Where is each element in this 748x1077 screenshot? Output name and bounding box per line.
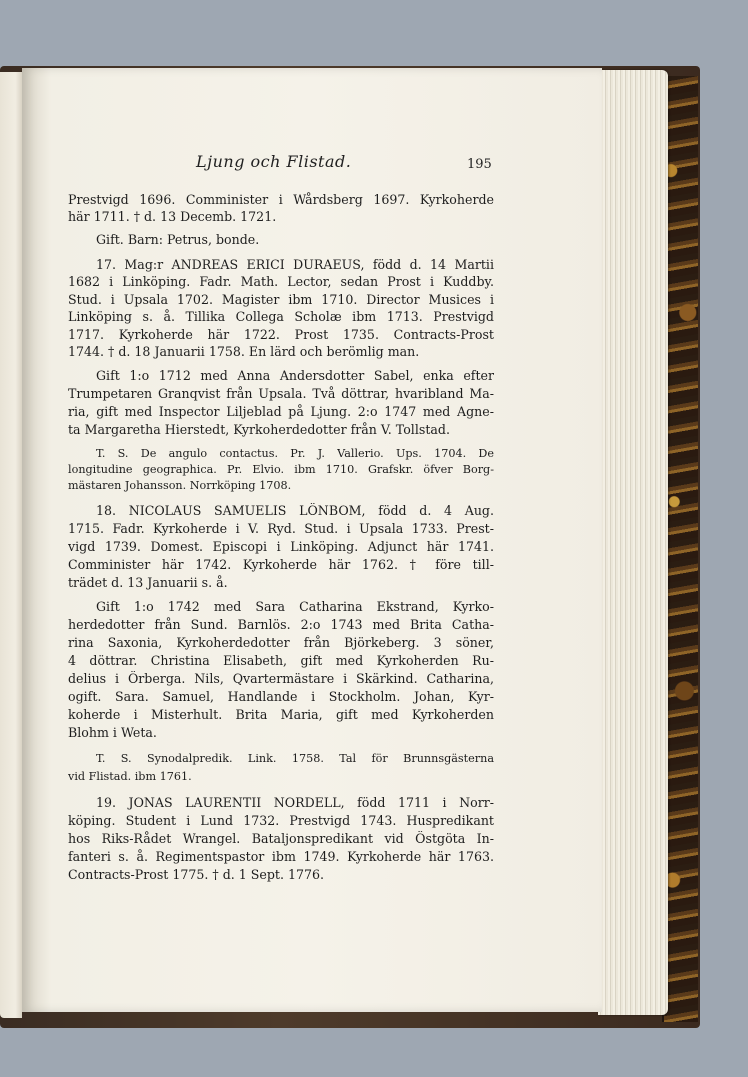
- text-line: herdedotter från Sund. Barnlös. 2:o 1743 med Brita Catha-: [68, 617, 494, 632]
- text-line: 18. NICOLAUS SAMUELIS LÖNBOM, född d. 4 Aug.: [96, 503, 494, 518]
- text-line: mästaren Johansson. Norrköping 1708.: [68, 479, 292, 492]
- text-line: här 1711. † d. 13 Decemb. 1721.: [68, 209, 277, 224]
- text-line: Gift 1:o 1712 med Anna Andersdotter Sabel, enka efter: [96, 368, 494, 383]
- text-line: 1715. Fadr. Kyrkoherde i V. Ryd. Stud. i Upsala 1733. Prest-: [68, 521, 494, 536]
- page-number: 195: [467, 157, 492, 172]
- text-line: 4 döttrar. Christina Elisabeth, gift med Kyrkoherden Ru-: [68, 653, 494, 668]
- text-line: longitudine geographica. Pr. Elvio. ibm 1710. Grafskr. öfver Borg-: [68, 463, 494, 476]
- text-line: Blohm i Weta.: [68, 725, 157, 740]
- text-line: rina Saxonia, Kyrkoherdedotter från Björkeberg. 3 söner,: [68, 635, 494, 650]
- text-line: 1744. † d. 18 Januarii 1758. En lärd och berömlig man.: [68, 344, 420, 359]
- text-line: Trumpetaren Granqvist från Upsala. Två döttrar, hvaribland Ma-: [68, 386, 494, 401]
- text-line: vigd 1739. Domest. Episcopi i Linköping. Adjunct här 1741.: [68, 539, 494, 554]
- left-page-sliver: [0, 72, 22, 1018]
- text-line: 17. Mag:r ANDREAS ERICI DURAEUS, född d. 14 Martii: [96, 257, 494, 272]
- text-line: Comminister här 1742. Kyrkoherde här 1762. † före till-: [68, 557, 494, 572]
- text-line: Prestvigd 1696. Comminister i Wårdsberg 1697. Kyrkoherde: [68, 192, 494, 207]
- text-line: vid Flistad. ibm 1761.: [68, 770, 192, 783]
- text-line: Gift. Barn: Petrus, bonde.: [96, 232, 260, 247]
- text-line: 19. JONAS LAURENTII NORDELL, född 1711 i Norr-: [96, 795, 494, 810]
- running-head: Ljung och Flistad.: [196, 152, 352, 171]
- text-line: ta Margaretha Hierstedt, Kyrkoherdedotter från V. Tollstad.: [68, 422, 450, 437]
- text-line: T. S. Synodalpredik. Link. 1758. Tal för Brunnsgästerna: [96, 752, 494, 765]
- text-line: Linköping s. å. Tillika Collega Scholæ ibm 1713. Prestvigd: [68, 309, 494, 324]
- text-line: delius i Örberga. Nils, Qvartermästare i Skärkind. Catharina,: [68, 671, 494, 686]
- text-line: 1682 i Linköping. Fadr. Math. Lector, sedan Prost i Kuddby.: [68, 274, 494, 289]
- text-line: fanteri s. å. Regimentspastor ibm 1749. Kyrkoherde här 1763.: [68, 849, 494, 864]
- text-line: trädet d. 13 Januarii s. å.: [68, 575, 228, 590]
- text-line: ria, gift med Inspector Liljeblad på Ljung. 2:o 1747 med Agne-: [68, 404, 494, 419]
- text-line: 1717. Kyrkoherde här 1722. Prost 1735. Contracts-Prost: [68, 327, 494, 342]
- text-line: köping. Student i Lund 1732. Prestvigd 1743. Huspredikant: [68, 813, 494, 828]
- text-line: hos Riks-Rådet Wrangel. Bataljonspredikant vid Östgöta In-: [68, 831, 494, 846]
- page-block-edges: [598, 70, 668, 1015]
- text-line: koherde i Misterhult. Brita Maria, gift med Kyrkoherden: [68, 707, 494, 722]
- text-line: Contracts-Prost 1775. † d. 1 Sept. 1776.: [68, 867, 325, 882]
- text-line: ogift. Sara. Samuel, Handlande i Stockholm. Johan, Kyr-: [68, 689, 494, 704]
- text-line: Stud. i Upsala 1702. Magister ibm 1710. Director Musices i: [68, 292, 494, 307]
- text-line: T. S. De angulo contactus. Pr. J. Vallerio. Ups. 1704. De: [96, 447, 494, 460]
- text-line: Gift 1:o 1742 med Sara Catharina Ekstrand, Kyrko-: [96, 599, 494, 614]
